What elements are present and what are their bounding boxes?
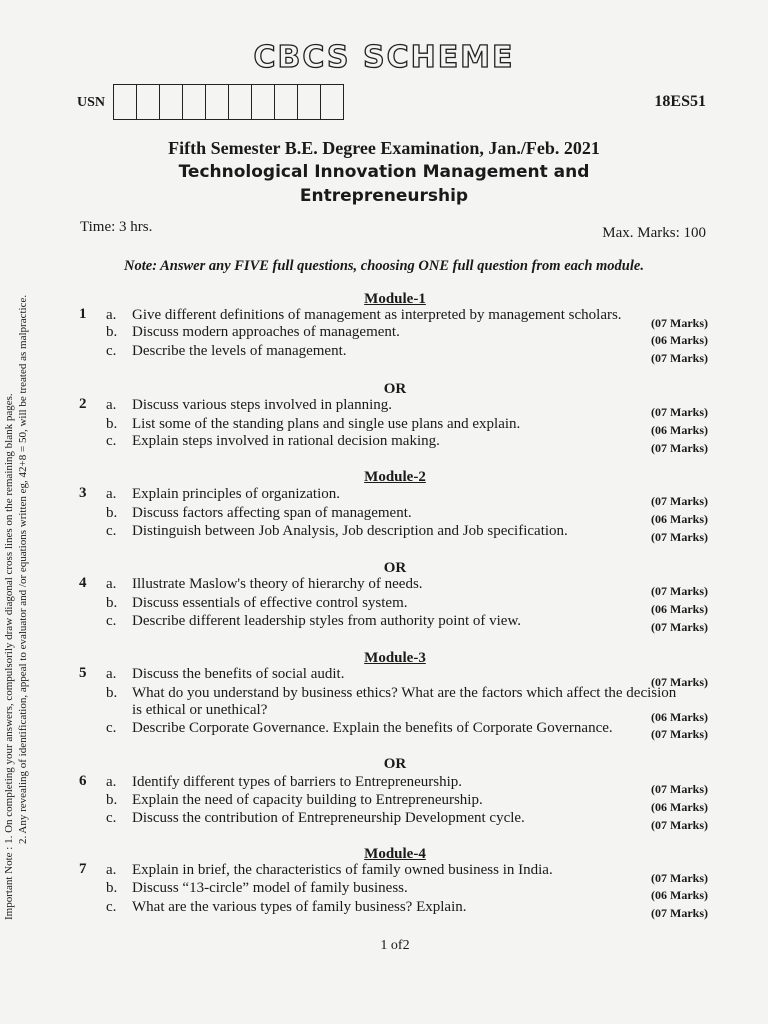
subject-title-line1: Technological Innovation Management and bbox=[178, 162, 590, 182]
max-marks-label: Max. Marks: 100 bbox=[602, 225, 706, 241]
subject-title-line2: Entrepreneurship bbox=[299, 186, 469, 206]
subject-code: 18ES51 bbox=[654, 93, 706, 110]
part-label: c. bbox=[106, 810, 117, 826]
part-marks: (07 Marks) bbox=[651, 675, 708, 689]
part-label: c. bbox=[106, 613, 117, 629]
part-label: c. bbox=[106, 343, 117, 359]
part-marks: (07 Marks) bbox=[651, 351, 708, 365]
part-label: c. bbox=[106, 720, 117, 736]
part-label: a. bbox=[106, 486, 117, 502]
part-text: Give different definitions of management as interpreted by management scholars. bbox=[132, 307, 622, 323]
part-text: Explain the need of capacity building to Entrepreneurship. bbox=[132, 792, 483, 808]
part-text: List some of the standing plans and single use plans and explain. bbox=[132, 416, 521, 432]
usn-box[interactable] bbox=[251, 84, 276, 120]
part-label: b. bbox=[106, 505, 118, 521]
part-label: c. bbox=[106, 523, 117, 539]
question-number: 6 bbox=[79, 773, 87, 789]
part-text: Discuss various steps involved in planning. bbox=[132, 397, 392, 413]
part-text: Explain principles of organization. bbox=[132, 486, 341, 502]
part-marks: (07 Marks) bbox=[651, 494, 708, 508]
usn-label: USN bbox=[77, 95, 106, 110]
part-text: Discuss the benefits of social audit. bbox=[132, 666, 345, 682]
part-marks: (07 Marks) bbox=[651, 782, 708, 796]
exam-title: Fifth Semester B.E. Degree Examination, Jan./Feb. 2021 bbox=[168, 138, 600, 158]
page-number: 1 of2 bbox=[380, 938, 410, 953]
module-heading: Module-1 bbox=[364, 291, 426, 307]
part-text: Identify different types of barriers to Entrepreneurship. bbox=[132, 774, 463, 790]
part-text: Discuss essentials of effective control system. bbox=[132, 595, 408, 611]
usn-box[interactable] bbox=[182, 84, 207, 120]
part-marks: (06 Marks) bbox=[651, 602, 708, 616]
part-text: Discuss “13-circle” model of family business. bbox=[132, 880, 408, 896]
part-label: b. bbox=[106, 880, 118, 896]
part-marks: (07 Marks) bbox=[651, 620, 708, 634]
part-text: Discuss modern approaches of management. bbox=[132, 324, 400, 340]
part-marks: (06 Marks) bbox=[651, 333, 708, 347]
module-heading: Module-2 bbox=[364, 469, 426, 485]
question-number: 3 bbox=[79, 485, 87, 501]
part-text-continued: is ethical or unethical? bbox=[132, 702, 268, 718]
part-label: b. bbox=[106, 595, 118, 611]
part-text: Describe Corporate Governance. Explain the benefits of Corporate Governance. bbox=[132, 720, 613, 736]
part-text: Explain steps involved in rational decision making. bbox=[132, 433, 440, 449]
part-marks: (06 Marks) bbox=[651, 423, 708, 437]
question-number: 5 bbox=[79, 665, 87, 681]
or-divider: OR bbox=[383, 381, 407, 397]
part-marks: (06 Marks) bbox=[651, 710, 708, 724]
part-label: b. bbox=[106, 792, 118, 808]
part-marks: (06 Marks) bbox=[651, 800, 708, 814]
part-label: c. bbox=[106, 433, 117, 449]
part-label: a. bbox=[106, 862, 117, 878]
question-number: 1 bbox=[79, 306, 87, 322]
part-label: a. bbox=[106, 397, 117, 413]
usn-box[interactable] bbox=[113, 84, 138, 120]
part-marks: (07 Marks) bbox=[651, 818, 708, 832]
part-marks: (06 Marks) bbox=[651, 888, 708, 902]
side-note-line1: Important Note : 1. On completing your answers, compulsorily draw diagonal cross lines on the remaining blank pages. bbox=[3, 393, 15, 920]
part-label: a. bbox=[106, 576, 117, 592]
part-text: What do you understand by business ethics? What are the factors which affect the decision bbox=[132, 685, 677, 701]
module-heading: Module-3 bbox=[364, 650, 426, 666]
part-marks: (07 Marks) bbox=[651, 405, 708, 419]
part-label: b. bbox=[106, 416, 118, 432]
part-marks: (07 Marks) bbox=[651, 530, 708, 544]
usn-box[interactable] bbox=[320, 84, 345, 120]
part-label: b. bbox=[106, 685, 118, 701]
part-label: b. bbox=[106, 324, 118, 340]
part-marks: (07 Marks) bbox=[651, 584, 708, 598]
part-text: Describe the levels of management. bbox=[132, 343, 347, 359]
usn-box[interactable] bbox=[159, 84, 184, 120]
usn-boxes bbox=[114, 84, 344, 120]
question-number: 2 bbox=[79, 396, 87, 412]
part-marks: (07 Marks) bbox=[651, 441, 708, 455]
subject-title bbox=[0, 160, 768, 208]
usn-box[interactable] bbox=[136, 84, 161, 120]
part-label: c. bbox=[106, 899, 117, 915]
or-divider: OR bbox=[383, 756, 407, 772]
question-number: 4 bbox=[79, 575, 87, 591]
part-text: Distinguish between Job Analysis, Job description and Job specification. bbox=[132, 523, 568, 539]
part-marks: (06 Marks) bbox=[651, 512, 708, 526]
instructions-note: Note: Answer any FIVE full questions, choosing ONE full question from each module. bbox=[124, 258, 644, 274]
usn-box[interactable] bbox=[228, 84, 253, 120]
part-text: Describe different leadership styles from authority point of view. bbox=[132, 613, 522, 629]
time-label: Time: 3 hrs. bbox=[80, 219, 153, 235]
part-text: What are the various types of family business? Explain. bbox=[132, 899, 467, 915]
part-marks: (07 Marks) bbox=[651, 727, 708, 741]
usn-box[interactable] bbox=[274, 84, 299, 120]
module-heading: Module-4 bbox=[364, 846, 426, 862]
part-label: a. bbox=[106, 307, 117, 323]
part-text: Explain in brief, the characteristics of family owned business in India. bbox=[132, 862, 553, 878]
part-text: Discuss the contribution of Entrepreneurship Development cycle. bbox=[132, 810, 525, 826]
part-marks: (07 Marks) bbox=[651, 906, 708, 920]
part-marks: (07 Marks) bbox=[651, 316, 708, 330]
part-text: Discuss factors affecting span of management. bbox=[132, 505, 412, 521]
part-marks: (07 Marks) bbox=[651, 871, 708, 885]
or-divider: OR bbox=[383, 560, 407, 576]
part-text: Illustrate Maslow's theory of hierarchy of needs. bbox=[132, 576, 423, 592]
usn-box[interactable] bbox=[205, 84, 230, 120]
part-label: a. bbox=[106, 774, 117, 790]
usn-box[interactable] bbox=[297, 84, 322, 120]
part-label: a. bbox=[106, 666, 117, 682]
scheme-title: CBCS SCHEME bbox=[253, 40, 515, 75]
question-number: 7 bbox=[79, 861, 87, 877]
side-note-line2: 2. Any revealing of identification, appeal to evaluator and /or equations written eg, 42+8 = 50, will be treated as malpractice. bbox=[17, 294, 29, 844]
